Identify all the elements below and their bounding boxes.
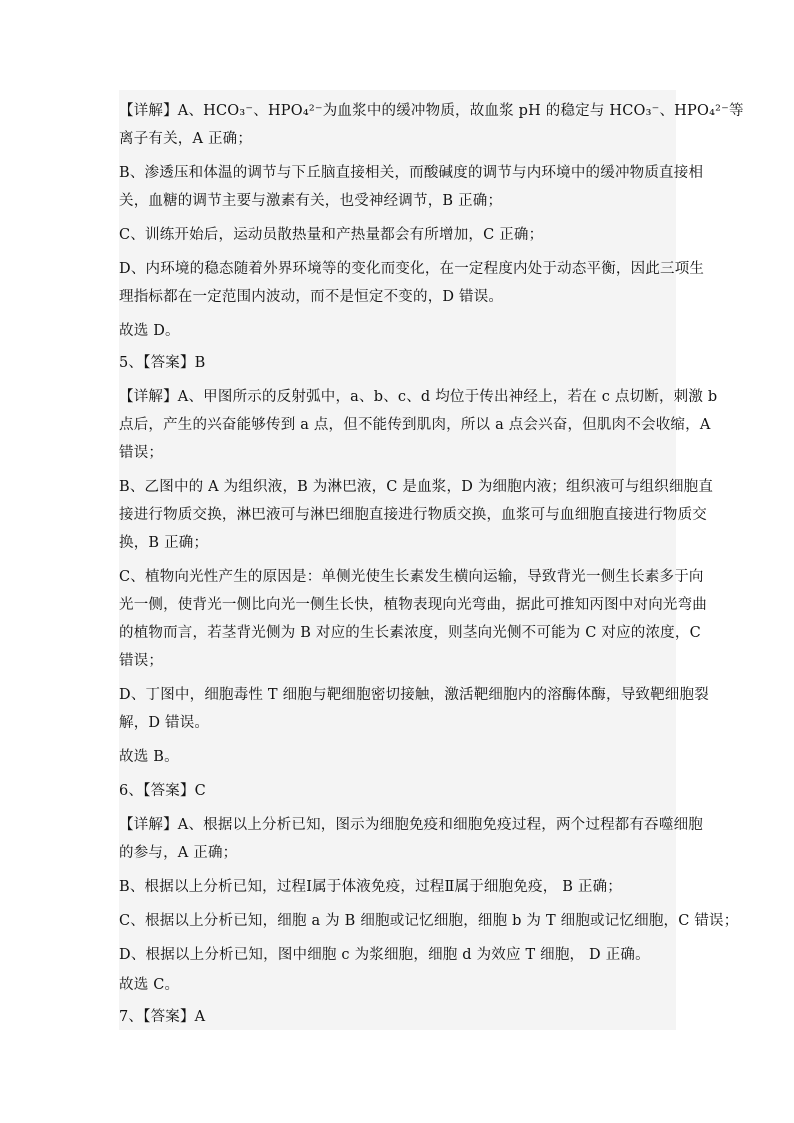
text-line: 【详解】A、甲图所示的反射弧中，a、b、c、d 均位于传出神经上，若在 c 点切断，刺激 b [119,389,718,405]
answer-content [119,90,744,1030]
text-line: C、植物向光性产生的原因是：单侧光使生长素发生横向运输，导致背光一侧生长素多于向 [119,569,704,585]
text-line: 点后，产生的兴奋能够传到 a 点，但不能传到肌肉，所以 a 点会兴奋，但肌肉不会收缩，A [119,417,711,433]
text-line: 离子有关，A 正确； [119,131,253,147]
text-line: 理指标都在一定范围内波动，而不是恒定不变的，D 错误。 [119,289,504,305]
text-line: 【详解】A、HCO₃⁻、HPO₄²⁻为血浆中的缓冲物质，故血浆 pH 的稳定与 HCO₃⁻、HPO₄²⁻等 [119,103,744,119]
text-line: C、训练开始后，运动员散热量和产热量都会有所增加，C 正确； [119,227,544,243]
text-line: 光一侧，使背光一侧比向光一侧生长快，植物表现向光弯曲，据此可推知丙图中对向光弯曲 [119,597,707,613]
text-line: 故选 B。 [119,749,179,765]
text-line: C、根据以上分析已知，细胞 a 为 B 细胞或记忆细胞，细胞 b 为 T 细胞或记忆细胞，C 错误； [119,913,739,929]
text-line: 接进行物质交换，淋巴液可与淋巴细胞直接进行物质交换，血浆可与血细胞直接进行物质交 [119,507,707,523]
text-line: 5、【答案】B [119,355,206,371]
text-line: 换，B 正确； [119,535,209,551]
text-line: 【详解】A、根据以上分析已知，图示为细胞免疫和细胞免疫过程，两个过程都有吞噬细胞 [119,817,703,833]
text-line: 的参与，A 正确； [119,845,238,861]
text-line: D、丁图中，细胞毒性 T 细胞与靶细胞密切接触，激活靶细胞内的溶酶体酶，导致靶细胞裂 [119,687,709,703]
text-line: B、根据以上分析已知，过程Ⅰ属于体液免疫，过程Ⅱ属于细胞免疫， B 正确； [119,879,623,895]
text-line: 错误； [119,653,164,669]
text-line: 故选 C。 [119,977,180,993]
text-line: D、内环境的稳态随着外界环境等的变化而变化，在一定程度内处于动态平衡，因此三项生 [119,261,705,277]
text-line: D、根据以上分析已知，图中细胞 c 为浆细胞，细胞 d 为效应 T 细胞， D 正确。 [119,947,650,963]
text-line: 的植物而言，若茎背光侧为 B 对应的生长素浓度，则茎向光侧不可能为 C 对应的浓度，C [119,625,701,641]
text-line: 6、【答案】C [119,783,206,799]
text-line: 解，D 错误。 [119,715,210,731]
text-line: 关，血糖的调节主要与激素有关，也受神经调节，B 正确； [119,193,503,209]
text-line: 错误； [119,445,164,461]
text-line: 故选 D。 [119,323,180,339]
text-line: B、渗透压和体温的调节与下丘脑直接相关，而酸碱度的调节与内环境中的缓冲物质直接相 [119,165,704,181]
text-line: B、乙图中的 A 为组织液，B 为淋巴液，C 是血浆，D 为细胞内液；组织液可与组织细胞直 [119,479,714,495]
text-line: 7、【答案】A [119,1009,206,1025]
